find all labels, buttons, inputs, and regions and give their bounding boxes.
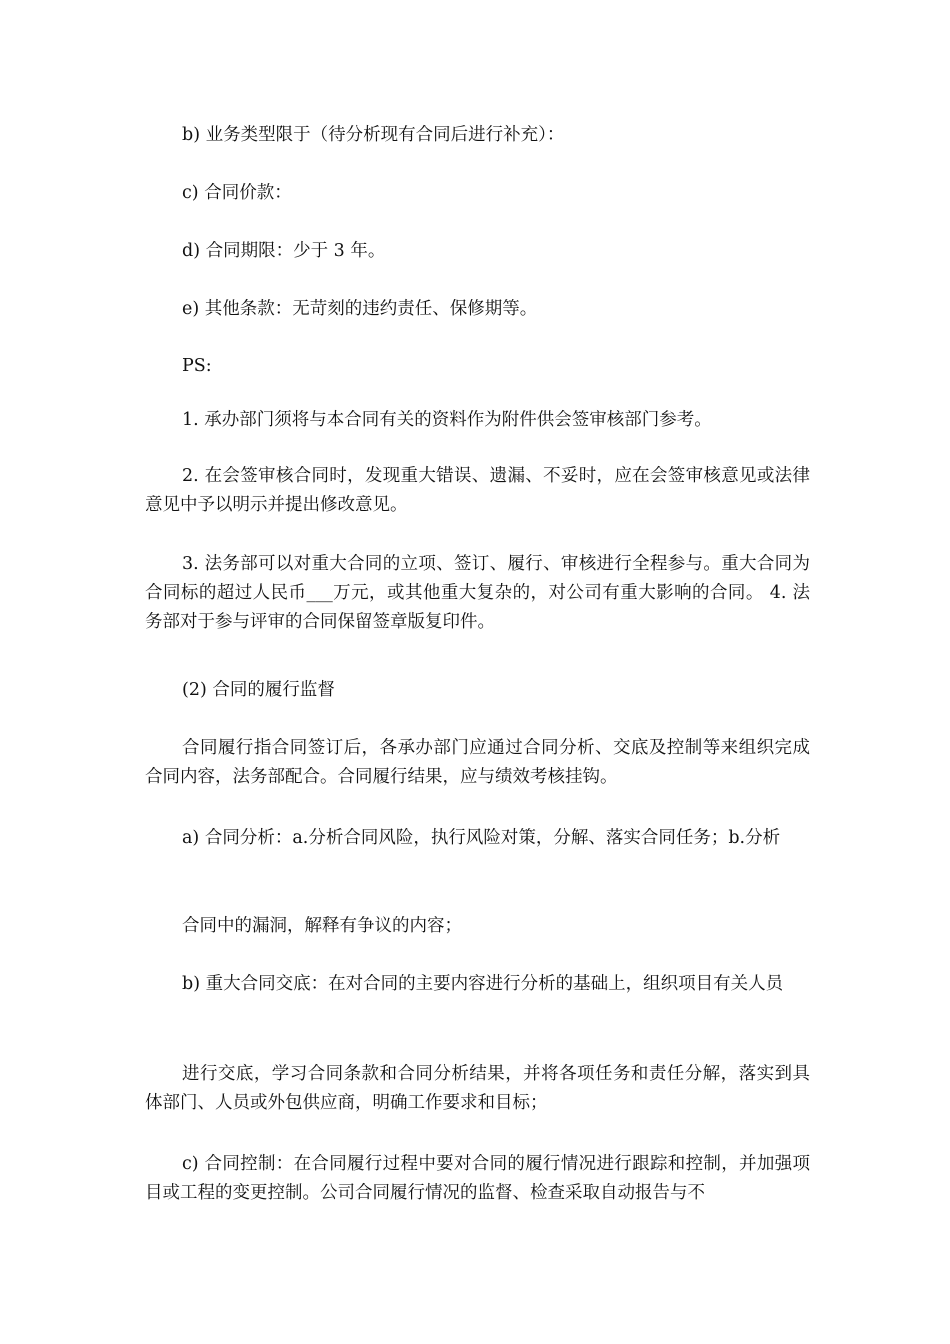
paragraph-note-1: 1. 承办部门须将与本合同有关的资料作为附件供会签审核部门参考。 xyxy=(182,410,712,430)
paragraph-b-contract-briefing: b) 重大合同交底：在对合同的主要内容进行分析的基础上，组织项目有关人员 xyxy=(182,974,784,994)
section-heading-performance-supervision: (2) 合同的履行监督 xyxy=(182,680,335,700)
paragraph-e-other-terms: e) 其他条款：无苛刻的违约责任、保修期等。 xyxy=(182,299,538,319)
paragraph-a-contract-analysis: a) 合同分析：a.分析合同风险，执行风险对策，分解、落实合同任务；b.分析 xyxy=(182,828,781,848)
paragraph-ps-label: PS: xyxy=(182,356,212,376)
paragraph-c-contract-price: c) 合同价款： xyxy=(182,183,292,203)
paragraph-note-3-4: 3. 法务部可以对重大合同的立项、签订、履行、审核进行全程参与。重大合同为合同标的超过人民币___万元，或其他重大复杂的，对公司有重大影响的合同。 4. 法务部对于参与评审的合同保留签章版复印件。 xyxy=(145,554,810,632)
paragraph-performance-definition: 合同履行指合同签订后，各承办部门应通过合同分析、交底及控制等来组织完成合同内容，法务部配合。合同履行结果，应与绩效考核挂钩。 xyxy=(145,738,810,787)
paragraph-c-contract-control: c) 合同控制：在合同履行过程中要对合同的履行情况进行跟踪和控制，并加强项目或工程的变更控制。公司合同履行情况的监督、检查采取自动报告与不 xyxy=(145,1154,810,1203)
paragraph-analysis-continued: 合同中的漏洞，解释有争议的内容； xyxy=(182,916,462,936)
paragraph-briefing-continued: 进行交底，学习合同条款和合同分析结果，并将各项任务和责任分解，落实到具体部门、人员或外包供应商，明确工作要求和目标； xyxy=(145,1064,810,1113)
paragraph-b-business-type: b) 业务类型限于（待分析现有合同后进行补充）： xyxy=(182,125,565,145)
paragraph-note-2: 2. 在会签审核合同时，发现重大错误、遗漏、不妥时，应在会签审核意见或法律意见中予以明示并提出修改意见。 xyxy=(145,466,810,515)
paragraph-d-contract-term: d) 合同期限：少于 3 年。 xyxy=(182,241,386,261)
